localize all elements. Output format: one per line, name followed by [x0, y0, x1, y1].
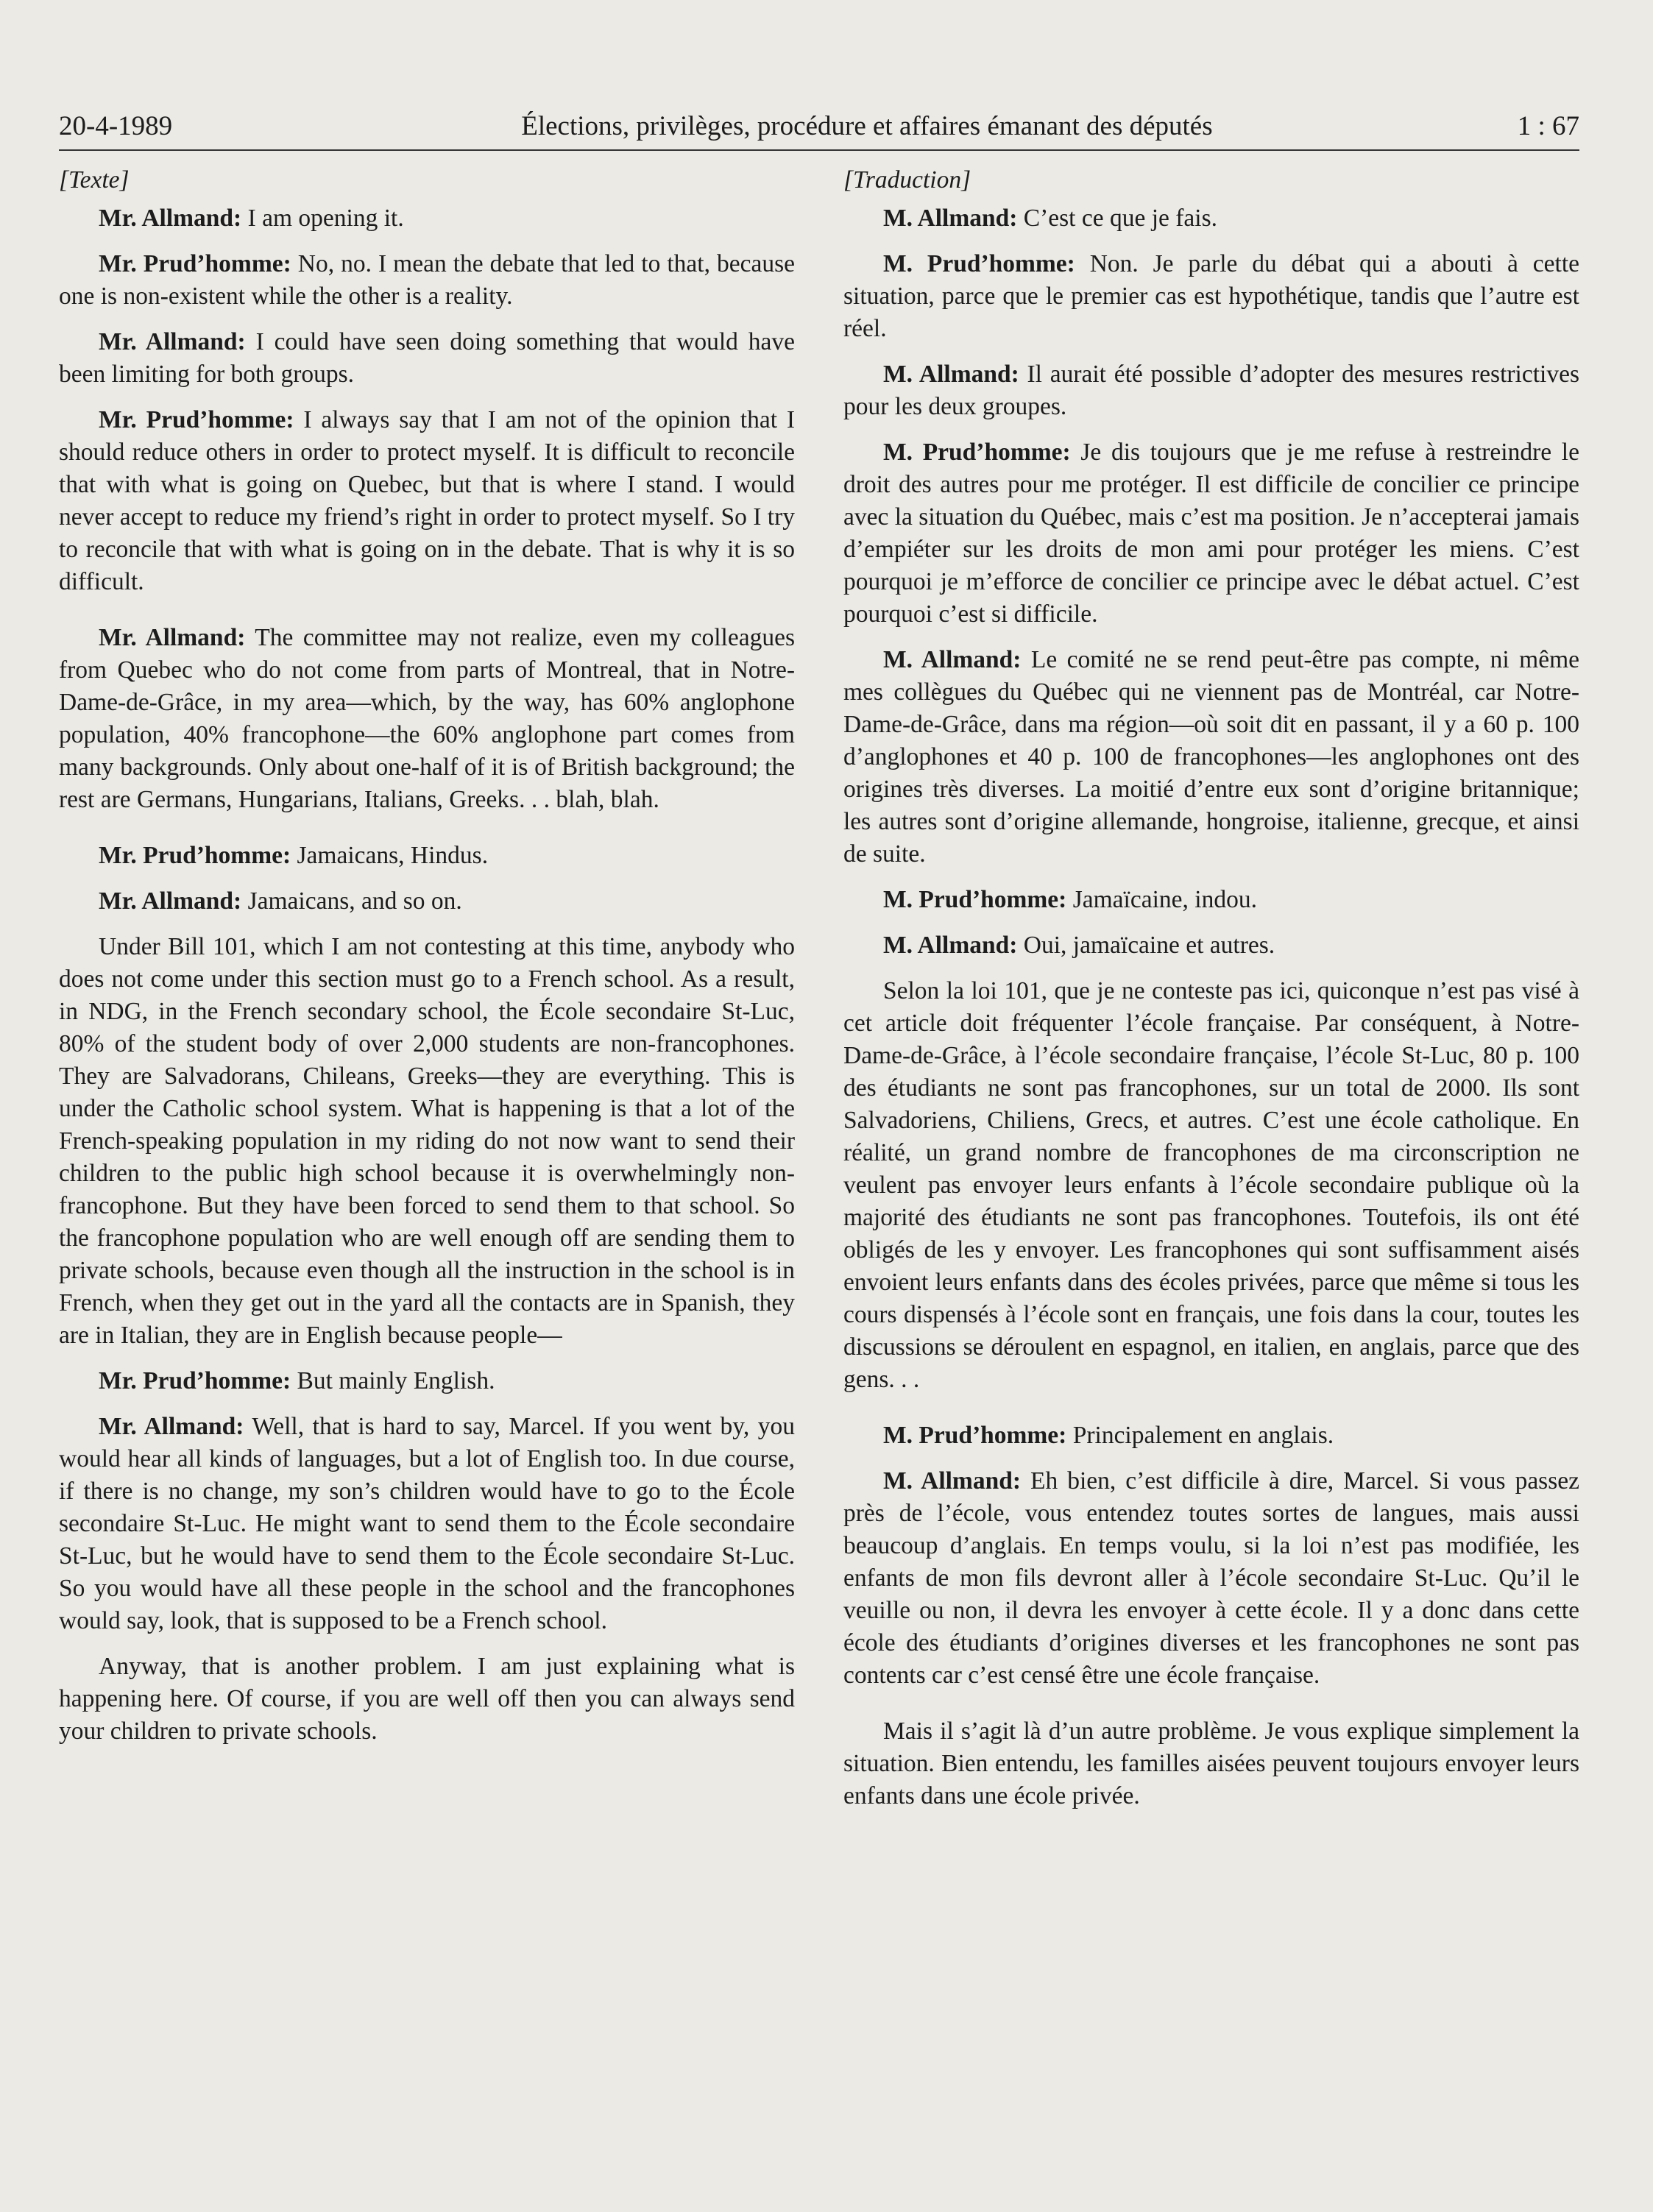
transcript-paragraph [59, 1365, 795, 1397]
transcript-paragraph [59, 202, 795, 235]
paragraph-text: The committee may not realize, even my colleagues from Quebec who do not come from parts of Montreal, that in Notre-Dame-de-Grâce, in my area—which, by the way, has 60% anglophone population, 40% francophone—the 60% anglophone part comes from many backgrounds. Only about one-half of it is of British background; the rest are Germans, Hungarians, Italians, Greeks. . . blah, blah. [59, 624, 795, 813]
speaker-name: M. Prud’homme: [883, 250, 1075, 277]
transcript-paragraph [59, 1411, 795, 1637]
speaker-name: Mr. Allmand: [99, 205, 242, 232]
speaker-name: M. Allmand: [883, 932, 1018, 959]
paragraph-text: Jamaicans, and so on. [241, 887, 462, 915]
paragraph-text: C’est ce que je fais. [1017, 205, 1218, 232]
paragraph-text: Jamaicans, Hindus. [291, 842, 489, 869]
transcript-paragraph [59, 885, 795, 918]
transcript-paragraph [843, 436, 1579, 631]
transcript-paragraph [843, 884, 1579, 916]
speaker-name: M. Prud’homme: [883, 886, 1067, 913]
paragraph-text: Oui, jamaïcaine et autres. [1017, 932, 1275, 959]
header-page-number: 1 : 67 [1517, 111, 1579, 141]
english-language-label: [Texte] [59, 166, 130, 194]
transcript-paragraph [843, 644, 1579, 871]
speaker-name: Mr. Prud’homme: [99, 1367, 291, 1394]
speaker-name: Mr. Prud’homme: [99, 406, 294, 433]
paragraph-text: No, no. I mean the debate that led to that, because one is non-existent while the other is a reality. [59, 250, 795, 310]
paragraph-text: I am opening it. [241, 205, 404, 232]
transcript-paragraph [59, 1651, 795, 1748]
paragraph-text: I could have seen doing something that would have been limiting for both groups. [59, 328, 796, 388]
paragraph-text: Jamaïcaine, indou. [1066, 886, 1257, 913]
transcript-paragraph [59, 248, 795, 313]
speaker-name: Mr. Allmand: [99, 1413, 244, 1440]
paragraph-text: Anyway, that is another problem. I am just explaining what is happening here. Of course, if you are well off then you can always send your children to private schools. [59, 1653, 795, 1745]
paragraph-text: Il aurait été possible d’adopter des mesures restrictives pour les deux groupes. [843, 361, 1579, 420]
speaker-name: Mr. Allmand: [99, 328, 246, 355]
transcript-paragraph [843, 202, 1579, 235]
paragraph-text: Selon la loi 101, que je ne conteste pas ici, quiconque n’est pas visé à cet article doit fréquenter l’école française. Par conséquent, à Notre-Dame-de-Grâce, à l’école secondaire française, l’école St-Luc, 80 p. 100 des étudiants ne sont pas francophones, sur un total de 2000. Ils sont Salvadoriens, Chiliens, Grecs, et autres. C’est une école catholique. En réalité, un grand nombre de francophones de ma circonscription ne veulent pas envoyer leurs enfants à l’école secondaire publique où la majorité des étudiants ne sont pas francophones. Toutefois, ils ont été obligés de les y envoyer. Les francophones qui sont suffisamment aisés envoient leurs enfants dans des écoles privées, parce que même si tous les cours dispensés à l’école sont en français, une fois dans la cour, toutes les discussions se déroulent en espagnol, en italien, en anglais, parce que des gens. . . [843, 977, 1579, 1393]
transcript-paragraph [59, 326, 795, 391]
header-date: 20-4-1989 [59, 111, 173, 141]
running-header [59, 110, 1579, 151]
transcript-paragraph [843, 358, 1579, 423]
paragraph-text: I always say that I am not of the opinion that I should reduce others in order to protect myself. It is difficult to reconcile that with what is going on Quebec, but that is where I stand. I would never accept to reduce my friend’s right in order to protect myself. So I try to reconcile that with what is going on in the debate. That is why it is so difficult. [59, 406, 796, 595]
paragraph-text: Mais il s’agit là d’un autre problème. Je vous explique simplement la situation. Bien entendu, les familles aisées peuvent toujours envoyer leurs enfants dans une école privée. [843, 1718, 1579, 1809]
speaker-name: M. Prud’homme: [883, 1422, 1067, 1449]
paragraph-text: Eh bien, c’est difficile à dire, Marcel. Si vous passez près de l’école, vous entendez toutes sortes de langues, mais aussi beaucoup d’anglais. En temps voulu, si la loi n’est pas modifiée, les enfants de mon fils devront aller à l’école secondaire St-Luc. Qu’il le veuille ou non, il devra les envoyer à cette école. Il y a donc dans cette école des étudiants d’origines diverses et les francophones ne sont pas contents car c’est censé être une école française. [843, 1467, 1579, 1689]
header-title: Élections, privilèges, procédure et affaires émanant des députés [521, 111, 1213, 141]
transcript-paragraph [843, 248, 1579, 345]
speaker-name: M. Allmand: [883, 361, 1019, 388]
paragraph-text: Principalement en anglais. [1066, 1422, 1334, 1449]
speaker-name: M. Allmand: [883, 205, 1018, 232]
french-language-label: [Traduction] [843, 166, 971, 194]
french-column [843, 164, 1579, 1812]
speaker-name: Mr. Allmand: [99, 624, 246, 651]
speaker-name: Mr. Prud’homme: [99, 250, 291, 277]
transcript-paragraph [59, 404, 795, 598]
two-column-body [59, 164, 1579, 1812]
transcript-paragraph [843, 1715, 1579, 1812]
paragraph-text: Non. Je parle du débat qui a abouti à cette situation, parce que le premier cas est hypothétique, tandis que l’autre est réel. [843, 250, 1579, 342]
speaker-name: M. Prud’homme: [883, 439, 1071, 466]
speaker-name: Mr. Prud’homme: [99, 842, 291, 869]
transcript-paragraph [843, 929, 1579, 962]
paragraph-text: Je dis toujours que je me refuse à restreindre le droit des autres pour me protéger. Il est difficile de concilier ce principe avec la situation du Québec, mais c’est ma position. Je n’accepterai jamais d’empiéter sur les droits de mon ami pour protéger les miens. C’est pourquoi je m’efforce de concilier ce principe avec le débat actuel. C’est pourquoi c’est si difficile. [843, 439, 1579, 628]
transcript-paragraph [843, 1465, 1579, 1692]
transcript-paragraph [59, 840, 795, 872]
transcript-paragraph [59, 622, 795, 816]
transcript-paragraph [59, 931, 795, 1352]
english-column [59, 164, 795, 1812]
speaker-name: M. Allmand: [883, 1467, 1022, 1495]
paragraph-text: Well, that is hard to say, Marcel. If you went by, you would hear all kinds of languages, but a lot of English too. In due course, if there is no change, my son’s children would have to go to the École secondaire St-Luc. He might want to send them to the École secondaire St-Luc, but he would have to send them to the École secondaire St-Luc. So you would have all these people in the school and the francophones would say, look, that is supposed to be a French school. [59, 1413, 795, 1634]
transcript-paragraph [843, 975, 1579, 1396]
paragraph-text: Le comité ne se rend peut-être pas compte, ni même mes collègues du Québec qui ne viennent pas de Montréal, car Notre-Dame-de-Grâce, dans ma région—où soit dit en passant, il y a 60 p. 100 d’anglophones et 40 p. 100 de francophones—les anglophones ont des origines très diverses. La moitié d’entre eux sont d’origine britannique; les autres sont d’origine allemande, hongroise, italienne, grecque, et ainsi de suite. [843, 646, 1579, 868]
paragraph-text: Under Bill 101, which I am not contesting at this time, anybody who does not come under this section must go to a French school. As a result, in NDG, in the French secondary school, the École secondaire St-Luc, 80% of the student body of over 2,000 students are non-francophones. They are Salvadorans, Chileans, Greeks—they are everything. This is under the Catholic school system. What is happening is that a lot of the French-speaking population in my riding do not now want to send their children to the public high school because it is overwhelmingly non-francophone. But they have been forced to send them to that school. So the francophone population who are well enough off are sending them to private schools, because even though all the instruction in the school is in French, when they get out in the yard all the contacts are in Spanish, they are in Italian, they are in English because people— [59, 933, 795, 1349]
transcript-paragraph [843, 1419, 1579, 1452]
paragraph-text: But mainly English. [291, 1367, 495, 1394]
speaker-name: Mr. Allmand: [99, 887, 242, 915]
speaker-name: M. Allmand: [883, 646, 1022, 673]
